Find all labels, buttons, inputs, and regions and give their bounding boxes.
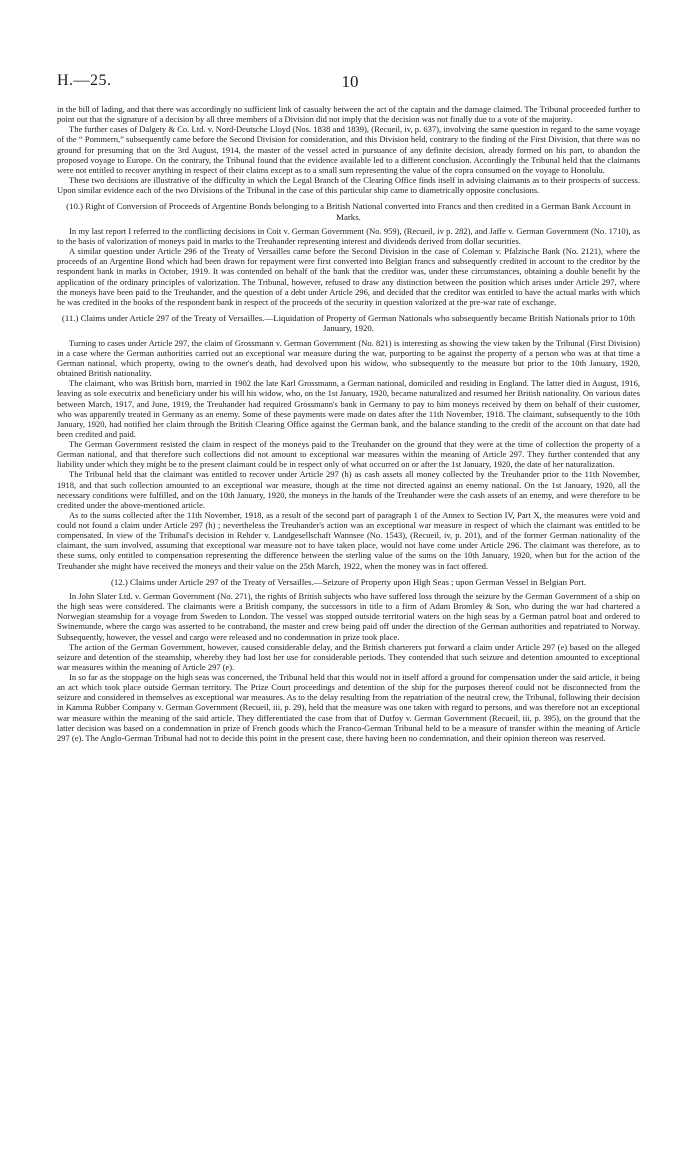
- paragraph: A similar question under Article 296 of the Treaty of Versailles came before the Second Division in the case of Coleman v. Pfalzische Bank (No. 2121), where the proceeds of an Argentine Bond which had been drawn for repayment were first converted into Belgian francs and subsequently credited in account to the creditor by the respondent bank in marks in October, 1919. It was contended on behalf of the bank that the creditor was, under these circumstances, obtaining a double benefit by the application of the ordinary principles of valorization. The Tribunal, however, refused to draw any distinction between the position which arises under Article 297, where the moneys have been paid to the Treuhander, and the question of a debt under Article 296, and decided that the creditor was entitled to have the actual marks with which he was credited in the books of the respondent bank in respect of the proceeds of the security in question valorized at the pre-war rate of exchange.: [57, 246, 640, 307]
- paragraph: The Tribunal held that the claimant was entitled to recover under Article 297 (h) as cash assets all money collected by the Treuhander prior to the 11th November, 1918, and that such collection amounted to an exceptional war measure, though at the time not directed against an enemy national. On the 1st January, 1920, all the necessary conditions were fulfilled, and on the 10th January, 1920, the moneys in the hands of the Treuhander were the cash assets of an enemy, and were therefore to be credited under the above-mentioned article.: [57, 469, 640, 510]
- paragraph: As to the sums collected after the 11th November, 1918, as a result of the second part of paragraph 1 of the Annex to Section IV, Part X, the measures were void and could not found a claim under Article 297 (h) ; nevertheless the Treuhander's action was an exceptional war measure in respect of which the claimant was entitled to be compensated. In view of the Tribunal's decision in Rehder v. Landgesellschaft Wannsee (No. 1543), (Recueil, iv, p. 201), and of the former German nationality of the claimant, the sum involved, assuming that exceptional war measure not to have taken place, would not have come under Article 296. The claimant was therefore, as to these sums, only entitled to compensation representing the difference between the sterling value of the sums on the 10th January, 1920, when but for the action of the Treuhander she might have received the moneys and their value on the 25th March, 1922, when the money was in fact offered.: [57, 509, 640, 571]
- section-heading: (10.) Right of Conversion of Proceeds of Argentine Bonds belonging to a British National converted into Francs and then credited in a German Bank Account in Marks.: [66, 201, 631, 222]
- paragraph: In so far as the stoppage on the high seas was concerned, the Tribunal held that this would not in itself afford a ground for compensation under the said article, it being an act which took place outside German territory. The Prize Court proceedings and detention of the ship for the purposes thereof could not be disconnected from the seizure and considered in themselves as exceptional war measures. As to the delay resulting from the repatriation of the neutral crew, the Tribunal, following their decision in Kamma Rubber Company v. German Government (Recueil, iii, p. 29), held that the measure was one taken with regard to persons, and was therefore not an exceptional war measure within the meaning of the said article. They differentiated the case from that of Dutfoy v. German Government (Recueil, iii, p. 395), on the ground that the latter decision was based on a condemnation in prize of French goods which the Franco-German Tribunal held to be a measure of transfer within the meaning of Article 297 (e). The Anglo-German Tribunal had not to decide this point in the present case, there having been no condemnation, and their opinion thereon was reserved.: [57, 672, 640, 743]
- paragraph: The action of the German Government, however, caused considerable delay, and the British charterers put forward a claim under Article 297 (e) based on the alleged seizure and detention of the steamship, whereby they had lost her use for considerable periods. They contended that such seizure and detention amounted to exceptional war measures within the meaning of Article 297 (e).: [57, 641, 640, 672]
- paragraph: These two decisions are illustrative of the difficulty in which the Legal Branch of the Clearing Office finds itself in advising claimants as to their prospects of success. Upon similar evidence each of the two Divisions of the Tribunal in the case of this particular ship came to diametrically opposite conclusions.: [57, 174, 640, 195]
- paragraph: The German Government resisted the claim in respect of the moneys paid to the Treuhander on the ground that they were at the time of collection the property of a German national, and that therefore such collections did not amount to exceptional war measures within the meaning of Article 297. They further contended that any liability under which they might be to the present claimant could be in respect only of what occurred on or after the 1st January, 1920, the date of her naturalization.: [57, 439, 640, 470]
- section-heading: (11.) Claims under Article 297 of the Treaty of Versailles.—Liquidation of Property of German Nationals who subsequently became British Nationals prior to 10th January, 1920.: [61, 312, 636, 334]
- section-heading: (12.) Claims under Article 297 of the Treaty of Versailles.—Seizure of Property upon High Seas ; upon German Vessel in Belgian Port.: [110, 576, 587, 587]
- paragraph: In John Slater Ltd. v. German Government (No. 271), the rights of British subjects who have suffered loss through the seizure by the German Government of a ship on the high seas were considered. The claimants were a British company, the successors in title to a firm of Adam Bromley & Son, who during the war had chartered a Norwegian steamship for a voyage from Sweden to London. The vessel was stopped outside territorial waters on the high seas by a German patrol boat and ordered to Swinemunde, where the cargo was asserted to be contraband, the master and crew being paid off under the direction of the German authorities and repatriated to Norway. Subsequently, however, the vessel and cargo were released and no condemnation in prize took place.: [57, 591, 640, 642]
- paragraph: Turning to cases under Article 297, the claim of Grossmann v. German Government (No. 821) is interesting as showing the view taken by the Tribunal (First Division) in a case where the German authorities carried out an exceptional war measure during the war, purporting to be against the property of a person who was at that time a German national, which property, owing to the owner's death, had devolved upon his widow, who subsequently to the measure but prior to the 10th January, 1920, obtained British nationality.: [57, 337, 640, 379]
- document-body: [57, 104, 640, 743]
- page-number: 10: [341, 72, 359, 91]
- paragraph: The claimant, who was British born, married in 1902 the late Karl Grossmann, a German national, domiciled and residing in England. The latter died in August, 1916, leaving as sole executrix and beneficiary under his will his widow, who, on the 1st January, 1920, became naturalized and resumed her British nationality. On various dates between March, 1917, and June, 1919, the Treuhander had required Grossmann's bank in Germany to pay to him moneys received by them on behalf of their customer, who was apparently treated in Germany as an enemy. Some of these payments were made on dates after the 11th November, 1918. The claimant, subsequently to the 10th January, 1920, had notified her claim through the British Clearing Office against the German bank, and the balance standing to the credit of the account on that date had been credited and paid.: [57, 378, 640, 439]
- paragraph: The further cases of Dalgety & Co. Ltd. v. Nord-Deutsche Lloyd (Nos. 1838 and 1839), (Recueil, iv, p. 637), involving the same question in regard to the same voyage of the “ Pommern,” subsequently came before the Second Division for consideration, and this Division held, contrary to the finding of the First Division, that there was no ground for presuming that on the 3rd August, 1914, the master of the vessel acted in pursuance of any definite decision, already formed on his part, to abandon the proposed voyage to Europe. On the contrary, the Tribunal found that the evidence available led to a different conclusion. Accordingly the Tribunal held that the claimants were not entitled to recover anything in respect of their claims except as to a small sum representing the value of the copra consumed on the voyage to Honolulu.: [57, 124, 640, 175]
- paragraph: in the bill of lading, and that there was accordingly no sufficient link of casualty between the act of the captain and the damage claimed. The Tribunal proceeded further to point out that the signature of a decision by all three members of a Division did not imply that the decision was not finally due to a vote of the majority.: [57, 104, 640, 125]
- paragraph: In my last report I referred to the conflicting decisions in Coit v. German Government (No. 959), (Recueil, iv p. 282), and Jaffe v. German Government (No. 1710), as to the basis of valorization of moneys paid in marks to the Treuhander representing interest and dividends derived from dollar securities.: [57, 225, 640, 247]
- page-header: [0, 72, 700, 94]
- document-id: H.—25.: [57, 72, 112, 89]
